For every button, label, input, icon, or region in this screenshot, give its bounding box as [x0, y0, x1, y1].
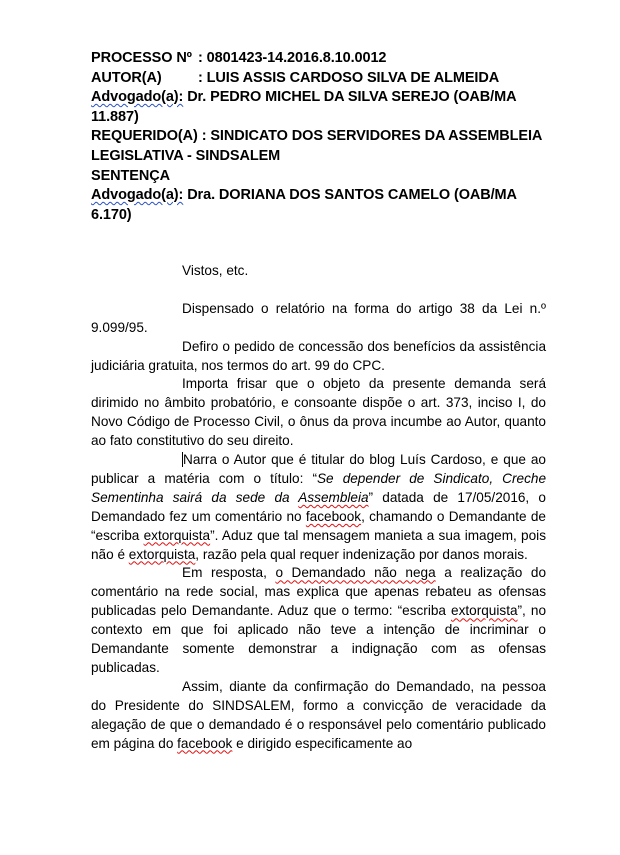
sentenca-heading: SENTENÇA: [91, 167, 170, 184]
italic-title-end: Assembleia: [298, 489, 369, 505]
autor-value: : LUIS ASSIS CARDOSO SILVA DE ALMEIDA: [198, 69, 500, 86]
processo-value: : 0801423-14.2016.8.10.0012: [198, 50, 387, 66]
requerido-label: REQUERIDO(A): [91, 128, 198, 145]
autor-label: AUTOR(A): [91, 69, 162, 86]
advogado1-line: [91, 88, 551, 127]
spellcheck-word: facebook: [305, 508, 362, 524]
advogado2-value: Dra. DORIANA DOS SANTOS CAMELO (OAB/MA 6.170): [91, 187, 517, 223]
paragraph-justica-gratuita: Defiro o pedido de concessão dos benefícios da assistência judiciária gratuita, nos termos do art. 99 do CPC.: [91, 338, 546, 373]
paragraph-resposta: [91, 564, 546, 677]
spellcheck-word: extorquista: [451, 603, 518, 619]
paragraph-onus-prova: Importa frisar que o objeto da presente demanda será dirimido no âmbito probatório, e consoante dispõe o art. 373, inciso I, do Novo Código de Processo Civil, o ônus da prova incumbe ao Autor, quanto ao fato constitutivo do seu direito.: [91, 376, 546, 449]
text-span: ”, no contexto em que foi aplicado não teve a intenção de incriminar o Demandante somente demonstrar a indignação com as ofensas publicadas.: [91, 603, 547, 676]
text-span: a realização do comentário na rede social, mas explica que apenas rebateu as ofensas publicadas pelo Demandante. Aduz que o termo: “escriba: [91, 565, 547, 619]
paragraph-relatorio: Dispensado o relatório na forma do artigo 38 da Lei n.º 9.099/95.: [91, 300, 546, 335]
requerido-value: : SINDICATO DOS SERVIDORES DA ASSEMBLEIA LEGISLATIVA - SINDSALEM: [91, 128, 542, 164]
text-span: Em resposta,: [182, 565, 276, 581]
spellcheck-word: facebook: [177, 735, 233, 751]
grammar-flagged-phrase: o Demandado não nega: [275, 565, 436, 581]
text-span: e dirigido especificamente ao: [232, 735, 413, 751]
advogado2-label: Advogado(a):: [91, 187, 184, 204]
text-span: ”. Aduz que tal mensagem manieta a sua imagem, pois não é: [91, 527, 546, 562]
paragraph-conviccao: [91, 678, 546, 754]
italic-title: Se depender de Sindicato, Creche Sementinha sairá da sede da: [91, 470, 547, 505]
requerido-line: [91, 127, 551, 166]
spellcheck-word: extorquista: [128, 546, 196, 562]
autor-line: [91, 69, 551, 89]
text-span: , chamando o Demandante de “escriba: [91, 508, 546, 543]
paragraph-vistos: Vistos, etc.: [182, 263, 249, 278]
text-span: ” datada de 17/05/2016, o Demandado fez um comentário no: [91, 489, 546, 524]
advogado1-label: Advogado(a):: [91, 89, 184, 106]
text-span: , razão pela qual requer indenização por danos morais.: [195, 546, 528, 562]
processo-label: PROCESSO Nº: [91, 50, 192, 66]
advogado2-line: [91, 186, 551, 225]
text-span: Assim, diante da confirmação do Demandado, na pessoa do Presidente do SINDSALEM, formo a convicção de veracidade da alegação de que o demandado é o responsável pelo comentário publicado em página do: [91, 678, 546, 751]
spellcheck-word: extorquista: [143, 527, 211, 543]
paragraph-narrativa: [91, 451, 546, 564]
case-header: [91, 49, 551, 225]
advogado1-value: Dr. PEDRO MICHEL DA SILVA SEREJO (OAB/MA 11.887): [91, 89, 516, 125]
document-body[interactable]: [91, 262, 546, 754]
processo-line: [91, 49, 551, 69]
text-span: Narra o Autor que é titular do blog Luís Cardoso, e que ao publicar a matéria com o título: “: [91, 452, 546, 486]
